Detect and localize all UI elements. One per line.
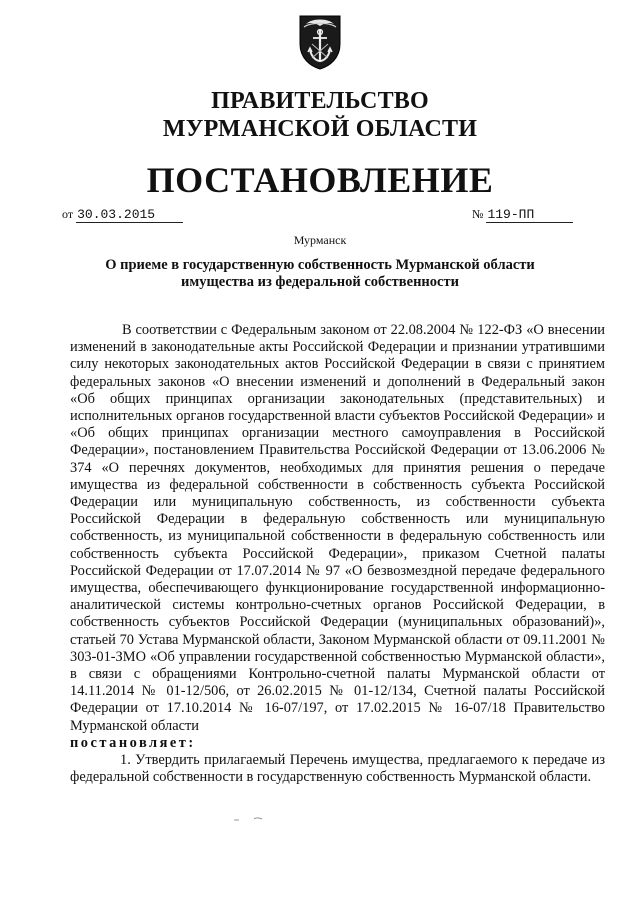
number-prefix: № <box>472 207 484 221</box>
document-subject: О приеме в государственную собственность Мурманской области имущества из федеральной собственности <box>105 257 535 290</box>
number-value: 119-ПП <box>486 207 573 223</box>
coat-of-arms-emblem <box>298 14 342 70</box>
city-name: Мурманск <box>293 233 347 247</box>
date-value: 30.03.2015 <box>76 207 183 223</box>
document-number <box>472 206 573 223</box>
resolution-item-1: 1. Утвердить прилагаемый Перечень имущества, предлагаемого к передаче из федеральной собственности в государственную собственность Мурманской области. <box>70 752 605 786</box>
ink-mark <box>230 814 270 824</box>
date-prefix: от <box>62 207 74 221</box>
document-type-heading: ПОСТАНОВЛЕНИЕ <box>146 160 494 200</box>
document-date <box>62 206 183 223</box>
government-title-line-1: ПРАВИТЕЛЬСТВО <box>211 88 429 114</box>
preamble-paragraph: В соответствии с Федеральным законом от 22.08.2004 № 122-ФЗ «О внесении изменений в законодательные акты Российской Федерации и признании утратившими силу некоторых законодательных актов Российской Федерации в связи с принятием федеральных законов «О внесении изменений и дополнений в Федеральный закон «Об общих принципах организации законодательных (представительных) и исполнительных органов государственной власти субъектов Российской Федерации» и «Об общих принципах организации местного самоуправления в Российской Федерации», постановлением Правительства Российской Федерации от 13.06.2006 № 374 «О перечнях документов, необходимых для принятия решения о передаче имущества из федеральной собственности в собственность субъекта Российской Федерации или муниципальную собственность, из собственности субъекта Российской Федерации в федеральную собственность или муниципальную собственность, из муниципальной собственности в федеральную собственность или собственность субъекта Российской Федерации», приказом Счетной палаты Российской Федерации от 17.07.2014 № 97 «О безвозмездной передаче федерального имущества, обеспечивающего функционирование государственной информационно-аналитической системы контрольно-счетных органов Российской Федерации, в собственность субъектов Российской Федерации (муниципальных образований)», статьей 70 Устава Мурманской области, Законом Мурманской области от 09.11.2001 № 303-01-ЗМО «Об управлении государственной собственностью Мурманской области», в связи с обращениями Контрольно-счетной палаты Мурманской области от 14.11.2014 № 01-12/506, от 26.02.2015 № 01-12/134, Счетной палаты Российской Федерации от 17.10.2014 № 16-07/197, от 17.02.2015 № 16-07/18 Правительство Мурманской области <box>70 322 605 734</box>
document-body <box>70 322 605 786</box>
decree-word: постановляет: <box>70 734 196 751</box>
government-title-line-2: МУРМАНСКОЙ ОБЛАСТИ <box>162 116 478 142</box>
